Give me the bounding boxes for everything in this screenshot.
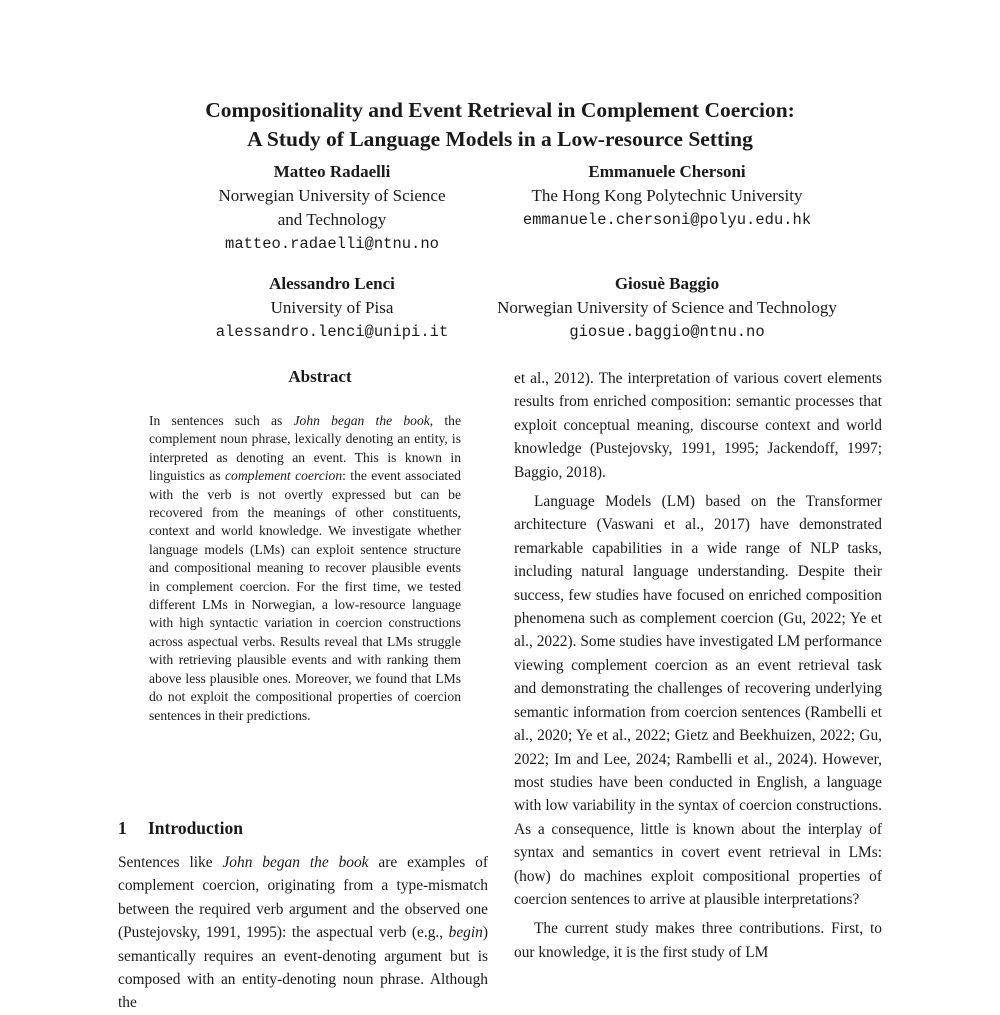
author-block-chersoni: [492, 160, 842, 232]
author-affiliation-cont: and Technology: [277, 210, 387, 229]
author-affiliation: University of Pisa: [270, 298, 394, 317]
section-title: Introduction: [148, 818, 243, 838]
abstract-text: , the complement noun phrase, lexically denoting an entity, is interpreted as denoting an event. This is known in linguistics as: [149, 413, 462, 484]
intro-right-column: [514, 367, 882, 964]
author-email[interactable]: alessandro.lenci@unipi.it: [215, 323, 449, 341]
intro-paragraph: [118, 851, 488, 1015]
paper-title: [0, 96, 1000, 154]
author-email[interactable]: matteo.radaelli@ntnu.no: [225, 235, 439, 253]
paragraph-text: Sentences like: [118, 854, 223, 871]
title-line-1: Compositionality and Event Retrieval in Complement Coercion:: [205, 98, 795, 122]
abstract-text: : the event associated with the verb is not overtly expressed but can be recovered from the meanings of other constituents, context and world knowledge. We investigate whether language models (LMs) can exploit sentence structure and compositional meaning to recover plausible events in complement coercion. For the first time, we tested different LMs in Norwegian, a low-resource language with high syntactic variation in coercion constructions across aspectual verbs. Results reveal that LMs struggle with retrieving plausible events and with ranking them above less plausible ones. Moreover, we found that LMs do not exploit the compositional properties of coercion sentences in their predictions.: [149, 468, 461, 723]
author-block-lenci: [182, 272, 482, 344]
abstract-text: In sentences such as: [149, 413, 294, 428]
intro-paragraph-continued: et al., 2012). The interpretation of various covert elements results from enriched composition: semantic processes that exploit conceptual meaning, discourse context and world knowledge (Pustejovsky, 1991, 1995; Jackendoff, 1997; Baggio, 2018).: [514, 370, 882, 481]
abstract-body: [149, 412, 461, 725]
section-heading-introduction: [118, 816, 243, 840]
author-name: Alessandro Lenci: [269, 274, 395, 293]
title-line-2: A Study of Language Models in a Low-resource Setting: [247, 127, 753, 151]
author-affiliation: The Hong Kong Polytechnic University: [531, 186, 803, 205]
author-block-baggio: [460, 272, 874, 344]
abstract-heading: Abstract: [288, 367, 352, 386]
abstract-term: complement coercion: [225, 468, 343, 484]
example-verb: begin: [448, 924, 483, 942]
paragraph-text: ) semantically requires an event-denoting argument but is composed with an entity-denoting noun phrase. Although the: [118, 924, 488, 1012]
author-name: Emmanuele Chersoni: [588, 162, 746, 181]
author-email[interactable]: giosue.baggio@ntnu.no: [569, 323, 765, 341]
author-affiliation: Norwegian University of Science: [218, 186, 446, 205]
paragraph-text: are examples of complement coercion, originating from a type-mismatch between the required verb argument and the observed one (Pustejovsky, 1991, 1995): the aspectual verb (e.g.,: [118, 854, 488, 942]
author-affiliation: Norwegian University of Science and Technology: [497, 298, 837, 317]
abstract-example: John began the book: [293, 413, 430, 428]
author-name: Matteo Radaelli: [273, 162, 391, 181]
intro-paragraph-contributions: The current study makes three contributions. First, to our knowledge, it is the first study of LM: [514, 920, 882, 961]
intro-left-column: [118, 851, 488, 1015]
author-name: Giosuè Baggio: [614, 274, 720, 293]
author-email[interactable]: emmanuele.chersoni@polyu.edu.hk: [522, 211, 812, 229]
author-block-radaelli: [182, 160, 482, 256]
intro-paragraph-lm: Language Models (LM) based on the Transformer architecture (Vaswani et al., 2017) have demonstrated remarkable capabilities in a wide range of NLP tasks, including natural language understanding. Despite their success, few studies have focused on enriched composition phenomena such as complement coercion (Gu, 2022; Ye et al., 2022). Some studies have investigated LM performance viewing complement coercion as an event retrieval task and demonstrating the challenges of recovering underlying semantic information from coercion sentences (Rambelli et al., 2020; Ye et al., 2022; Gietz and Beekhuizen, 2022; Gu, 2022; Im and Lee, 2024; Rambelli et al., 2024). However, most studies have been conducted in English, a language with low variability in the syntax of coercion constructions. As a consequence, little is known about the interplay of syntax and semantics in covert event retrieval in LMs: (how) do machines exploit compositional properties of coercion sentences to arrive at plausible interpretations?: [514, 493, 882, 908]
section-number: 1: [118, 818, 127, 838]
example-sentence: John began the book: [222, 854, 369, 871]
